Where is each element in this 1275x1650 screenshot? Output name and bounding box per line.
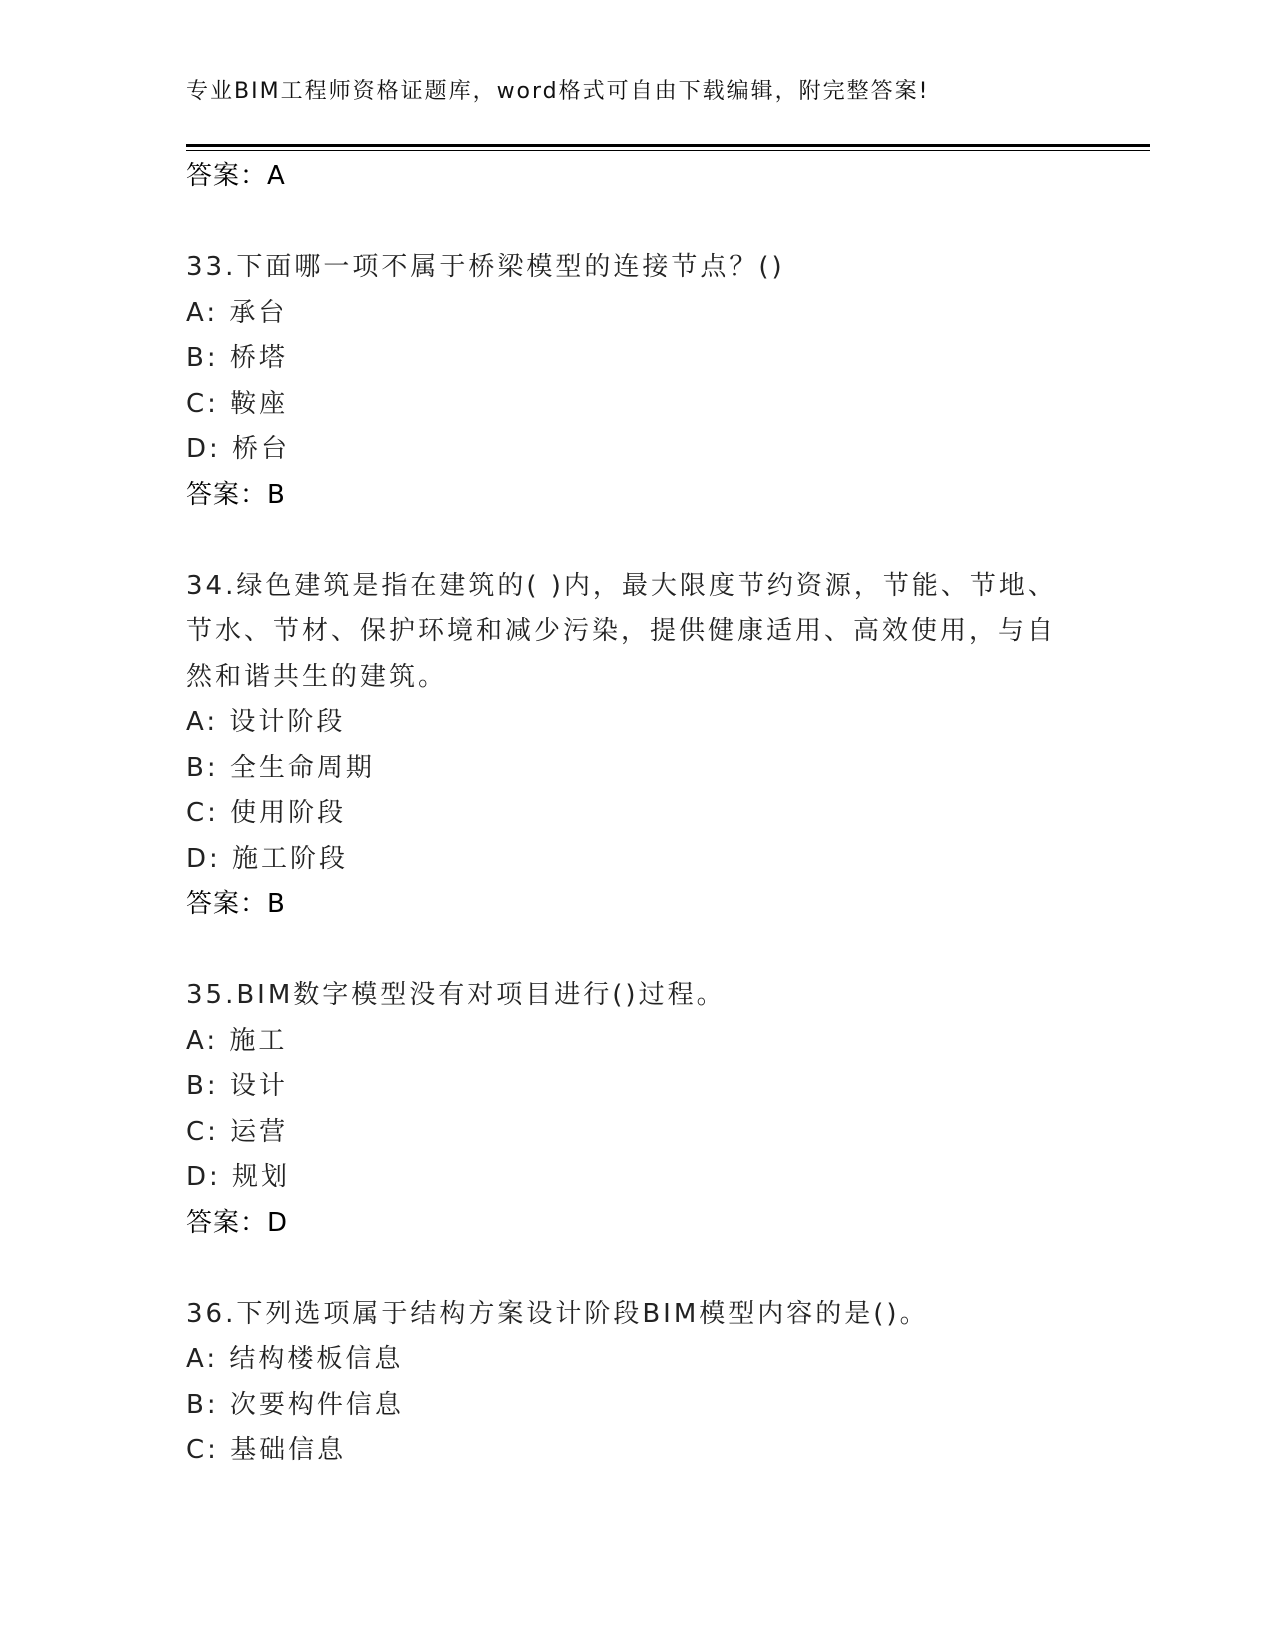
option-d: D: 桥台	[186, 434, 291, 464]
previous-answer: 答案：A	[186, 161, 286, 191]
question-33	[186, 245, 1086, 518]
question-stem: 33.下面哪一项不属于桥梁模型的连接节点？()	[186, 252, 785, 282]
header-title: 专业BIM工程师资格证题库，word格式可自由下载编辑，附完整答案!	[186, 79, 930, 104]
option-a: A: 承台	[186, 297, 288, 328]
option-a: A: 设计阶段	[186, 707, 346, 737]
question-stem: 36.下列选项属于结构方案设计阶段BIM模型内容的是()。	[186, 1298, 929, 1329]
spacer	[186, 1246, 1086, 1292]
option-b: B: 次要构件信息	[186, 1389, 404, 1420]
question-stem-line-3: 然和谐共生的建筑。	[186, 661, 448, 692]
spacer	[186, 518, 1086, 564]
answer: 答案：B	[186, 479, 286, 510]
option-d: D: 施工阶段	[186, 843, 349, 874]
option-a: A: 施工	[186, 1025, 288, 1056]
answer: 答案：B	[186, 889, 286, 919]
question-list	[186, 154, 1086, 1474]
option-c: C: 基础信息	[186, 1435, 347, 1465]
option-c: C: 使用阶段	[186, 798, 347, 828]
spacer	[186, 928, 1086, 974]
header-rule-thick	[186, 144, 1150, 147]
option-c: C: 鞍座	[186, 388, 289, 419]
header-rule-thin	[186, 150, 1150, 151]
spacer	[186, 200, 1086, 246]
question-stem-line-1: 34.绿色建筑是指在建筑的( )内，最大限度节约资源，节能、节地、	[186, 570, 1057, 601]
option-c: C: 运营	[186, 1116, 289, 1147]
option-b: B: 桥塔	[186, 343, 288, 373]
option-a: A: 结构楼板信息	[186, 1344, 404, 1374]
question-36	[186, 1292, 1086, 1474]
answer: 答案：D	[186, 1207, 289, 1238]
option-b: B: 全生命周期	[186, 752, 375, 783]
question-stem-line-2: 节水、节材、保护环境和减少污染，提供健康适用、高效使用，与自	[186, 616, 1057, 646]
option-b: B: 设计	[186, 1071, 288, 1101]
option-d: D: 规划	[186, 1162, 291, 1192]
question-35	[186, 973, 1086, 1246]
question-stem: 35.BIM数字模型没有对项目进行()过程。	[186, 980, 726, 1010]
question-34	[186, 564, 1086, 928]
